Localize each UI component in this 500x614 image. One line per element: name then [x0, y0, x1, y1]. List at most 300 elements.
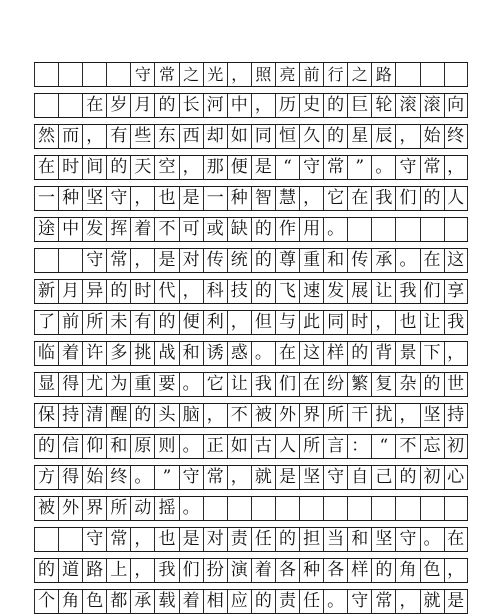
grid-cell: 在	[420, 249, 444, 272]
grid-cell: 和	[347, 528, 371, 551]
grid-cell: 样	[323, 342, 347, 365]
grid-cell: 古	[251, 435, 275, 458]
grid-cell: 的	[323, 94, 347, 117]
grid-cell: 此	[299, 311, 323, 334]
grid-cell: 尊	[275, 249, 299, 272]
grid-cell: 它	[203, 373, 227, 396]
grid-cell: 同	[251, 125, 275, 148]
grid-cell: 路	[371, 63, 395, 86]
grid-cell: 让	[371, 280, 395, 303]
grid-cell: 之	[179, 63, 203, 86]
grid-cell: 脑	[179, 404, 203, 427]
essay-line-row	[34, 279, 468, 304]
grid-cell: 在	[82, 94, 106, 117]
grid-cell: 天	[130, 156, 154, 179]
grid-cell: 们	[395, 187, 419, 210]
grid-cell: 则	[154, 435, 178, 458]
grid-cell: 的	[154, 94, 178, 117]
grid-cell: 下	[420, 342, 444, 365]
grid-cell: 背	[371, 342, 395, 365]
grid-cell: 史	[299, 94, 323, 117]
essay-title-row	[34, 62, 468, 87]
grid-cell: 传	[347, 249, 371, 272]
grid-cell: 方	[34, 466, 58, 489]
grid-cell: 任	[299, 590, 323, 613]
grid-cell: 时	[130, 280, 154, 303]
grid-cell: 外	[275, 404, 299, 427]
grid-cell: 展	[347, 280, 371, 303]
grid-cell: 是	[154, 249, 178, 272]
grid-cell	[395, 63, 419, 86]
grid-cell: 便	[227, 156, 251, 179]
grid-cell: 动	[130, 497, 154, 520]
grid-cell: 是	[179, 187, 203, 210]
grid-cell: 是	[275, 466, 299, 489]
grid-cell: 挥	[106, 218, 130, 241]
grid-cell: 的	[251, 218, 275, 241]
grid-cell: 坚	[82, 187, 106, 210]
grid-cell	[58, 249, 82, 272]
grid-cell: 多	[106, 342, 130, 365]
grid-cell: 常	[323, 156, 347, 179]
grid-cell: 景	[395, 342, 419, 365]
grid-cell: 。	[371, 156, 395, 179]
grid-cell: 我	[444, 311, 468, 334]
grid-cell: 守	[82, 249, 106, 272]
grid-cell: 也	[154, 187, 178, 210]
grid-cell: ，	[82, 125, 106, 148]
grid-cell: 照	[251, 63, 275, 86]
grid-cell: 是	[179, 528, 203, 551]
grid-cell: 保	[34, 404, 58, 427]
grid-cell: 有	[106, 125, 130, 148]
grid-cell: 守	[130, 63, 154, 86]
grid-cell: 长	[179, 94, 203, 117]
grid-cell: 承	[371, 249, 395, 272]
grid-cell: 与	[275, 311, 299, 334]
grid-cell: ，	[444, 156, 468, 179]
grid-cell: 享	[444, 280, 468, 303]
grid-cell: 的	[323, 125, 347, 148]
grid-cell: 责	[227, 528, 251, 551]
grid-cell: 守	[179, 466, 203, 489]
grid-cell	[420, 497, 444, 520]
essay-line-row	[34, 155, 468, 180]
grid-cell: 当	[323, 528, 347, 551]
grid-cell	[395, 218, 419, 241]
grid-cell: 被	[34, 497, 58, 520]
grid-cell: 。	[323, 218, 347, 241]
essay-grid	[34, 62, 468, 614]
grid-cell: 。	[420, 528, 444, 551]
grid-cell: 。	[179, 497, 203, 520]
grid-cell: 承	[130, 590, 154, 613]
grid-cell: 月	[130, 94, 154, 117]
grid-cell: 重	[130, 373, 154, 396]
grid-cell: 色	[82, 590, 106, 613]
grid-cell: 了	[34, 311, 58, 334]
grid-cell: 在	[299, 373, 323, 396]
grid-cell: 持	[444, 404, 468, 427]
grid-cell: 也	[395, 311, 419, 334]
grid-cell: 统	[227, 249, 251, 272]
grid-cell: ，	[299, 187, 323, 210]
grid-cell: 和	[106, 435, 130, 458]
grid-cell: 辰	[371, 125, 395, 148]
grid-cell: 我	[251, 373, 275, 396]
grid-cell	[34, 94, 58, 117]
grid-cell: 和	[179, 342, 203, 365]
grid-cell: 人	[275, 435, 299, 458]
grid-cell: 巨	[347, 94, 371, 117]
grid-cell: 西	[179, 125, 203, 148]
grid-cell: 路	[82, 559, 106, 582]
grid-cell: 对	[203, 528, 227, 551]
grid-cell: ，	[130, 249, 154, 272]
grid-cell: ，	[395, 590, 419, 613]
essay-line-row	[34, 310, 468, 335]
grid-cell: 异	[82, 280, 106, 303]
grid-cell: ，	[395, 404, 419, 427]
grid-cell: 的	[371, 559, 395, 582]
grid-cell	[323, 497, 347, 520]
grid-cell: 得	[58, 466, 82, 489]
grid-cell: 初	[444, 435, 468, 458]
grid-cell: 的	[251, 280, 275, 303]
grid-cell: 显	[34, 373, 58, 396]
grid-cell: 新	[34, 280, 58, 303]
grid-cell: 中	[58, 218, 82, 241]
grid-cell: 纷	[323, 373, 347, 396]
essay-line-row	[34, 217, 468, 242]
grid-cell: 不	[154, 218, 178, 241]
essay-line-row	[34, 248, 468, 273]
grid-cell: 临	[34, 342, 58, 365]
grid-cell: 种	[227, 187, 251, 210]
grid-cell: 不	[395, 435, 419, 458]
grid-cell	[371, 497, 395, 520]
grid-cell: 尤	[82, 373, 106, 396]
grid-cell: 传	[203, 249, 227, 272]
grid-cell: 久	[299, 125, 323, 148]
grid-cell	[34, 63, 58, 86]
grid-cell: ”	[347, 156, 371, 179]
essay-line-row	[34, 558, 468, 583]
grid-cell: 要	[154, 373, 178, 396]
grid-cell: 。	[323, 590, 347, 613]
grid-cell: 中	[227, 94, 251, 117]
essay-line-row	[34, 589, 468, 614]
grid-cell: 时	[58, 156, 82, 179]
grid-cell: 它	[323, 187, 347, 210]
grid-cell: 是	[251, 156, 275, 179]
grid-cell: 发	[323, 280, 347, 303]
grid-cell: 未	[106, 311, 130, 334]
grid-cell: 的	[251, 249, 275, 272]
grid-cell: 些	[130, 125, 154, 148]
grid-cell: 守	[395, 528, 419, 551]
grid-cell: 自	[347, 466, 371, 489]
grid-cell: 途	[34, 218, 58, 241]
grid-cell: 们	[420, 280, 444, 303]
grid-cell: 所	[106, 497, 130, 520]
grid-cell: 前	[58, 311, 82, 334]
grid-cell: ，	[203, 404, 227, 427]
grid-cell: 种	[299, 559, 323, 582]
grid-cell: 历	[275, 94, 299, 117]
grid-cell: ，	[179, 280, 203, 303]
grid-cell	[58, 63, 82, 86]
grid-cell: 。	[130, 466, 154, 489]
grid-cell: 杂	[395, 373, 419, 396]
grid-cell: 着	[130, 218, 154, 241]
grid-cell: 之	[347, 63, 371, 86]
grid-cell: 让	[227, 373, 251, 396]
grid-cell: 的	[347, 342, 371, 365]
grid-cell: 前	[299, 63, 323, 86]
grid-cell: 却	[203, 125, 227, 148]
grid-cell: 相	[203, 590, 227, 613]
grid-cell: 角	[395, 559, 419, 582]
grid-cell: 同	[323, 311, 347, 334]
grid-cell: 信	[58, 435, 82, 458]
essay-line-row	[34, 496, 468, 521]
grid-cell: 间	[82, 156, 106, 179]
grid-cell: 的	[420, 187, 444, 210]
grid-cell: 醒	[106, 404, 130, 427]
grid-cell: ，	[130, 187, 154, 210]
essay-line-row	[34, 341, 468, 366]
grid-cell	[275, 497, 299, 520]
grid-cell: “	[275, 156, 299, 179]
grid-cell: 如	[227, 435, 251, 458]
grid-cell: 惑	[227, 342, 251, 365]
grid-cell: 摇	[154, 497, 178, 520]
grid-cell	[444, 63, 468, 86]
grid-cell: 界	[299, 404, 323, 427]
grid-cell: ，	[179, 156, 203, 179]
essay-line-row	[34, 403, 468, 428]
grid-cell: “	[371, 435, 395, 458]
grid-cell	[34, 528, 58, 551]
grid-cell: 这	[444, 249, 468, 272]
grid-cell: 应	[227, 590, 251, 613]
grid-cell: 慧	[275, 187, 299, 210]
grid-cell: ：	[347, 435, 371, 458]
grid-cell: 责	[275, 590, 299, 613]
grid-cell: 那	[203, 156, 227, 179]
grid-cell: ，	[371, 311, 395, 334]
grid-cell: 而	[58, 125, 82, 148]
grid-cell: 我	[154, 559, 178, 582]
grid-cell: 正	[203, 435, 227, 458]
grid-cell: ”	[154, 466, 178, 489]
grid-cell: 用	[299, 218, 323, 241]
grid-cell: 这	[299, 342, 323, 365]
grid-cell	[203, 497, 227, 520]
grid-cell: 代	[154, 280, 178, 303]
grid-cell: 诱	[203, 342, 227, 365]
grid-cell: ，	[251, 94, 275, 117]
grid-cell: 常	[371, 590, 395, 613]
grid-cell: 所	[82, 311, 106, 334]
grid-cell	[58, 94, 82, 117]
grid-cell: 缺	[227, 218, 251, 241]
grid-cell: 东	[154, 125, 178, 148]
grid-cell: 世	[444, 373, 468, 396]
grid-cell: 道	[58, 559, 82, 582]
grid-cell: ，	[130, 559, 154, 582]
grid-cell: 着	[251, 559, 275, 582]
grid-cell: 守	[395, 156, 419, 179]
grid-cell: 恒	[275, 125, 299, 148]
grid-cell	[299, 497, 323, 520]
grid-cell: 河	[203, 94, 227, 117]
grid-cell: 作	[275, 218, 299, 241]
grid-cell: 飞	[275, 280, 299, 303]
grid-cell	[420, 63, 444, 86]
grid-cell: 心	[444, 466, 468, 489]
grid-cell	[34, 249, 58, 272]
grid-cell: 常	[106, 528, 130, 551]
grid-cell: 常	[203, 466, 227, 489]
grid-cell	[58, 528, 82, 551]
grid-cell	[347, 218, 371, 241]
grid-cell: 对	[179, 249, 203, 272]
grid-cell: 便	[179, 311, 203, 334]
grid-cell: 空	[154, 156, 178, 179]
grid-cell: 言	[323, 435, 347, 458]
grid-cell: 重	[299, 249, 323, 272]
grid-cell: 所	[299, 435, 323, 458]
grid-cell: 在	[444, 528, 468, 551]
grid-cell: 有	[130, 311, 154, 334]
grid-cell: 在	[347, 187, 371, 210]
grid-cell: 界	[82, 497, 106, 520]
grid-cell: 忘	[420, 435, 444, 458]
grid-cell: 终	[444, 125, 468, 148]
grid-cell: 让	[420, 311, 444, 334]
grid-cell: 如	[227, 125, 251, 148]
grid-cell: 常	[420, 156, 444, 179]
grid-cell: 的	[251, 590, 275, 613]
grid-cell: 科	[203, 280, 227, 303]
grid-cell: ，	[227, 311, 251, 334]
grid-cell: 速	[299, 280, 323, 303]
grid-cell: 常	[106, 249, 130, 272]
grid-cell: 是	[444, 590, 468, 613]
grid-cell: 和	[323, 249, 347, 272]
grid-cell: 行	[323, 63, 347, 86]
grid-cell: 然	[34, 125, 58, 148]
grid-cell	[444, 497, 468, 520]
grid-cell: 各	[275, 559, 299, 582]
grid-cell: 。	[179, 435, 203, 458]
grid-cell: 复	[371, 373, 395, 396]
grid-cell: 一	[34, 187, 58, 210]
grid-cell: 在	[275, 342, 299, 365]
grid-cell: ，	[444, 559, 468, 582]
grid-cell: 不	[227, 404, 251, 427]
grid-cell: 坚	[371, 528, 395, 551]
grid-cell	[82, 63, 106, 86]
essay-line-row	[34, 527, 468, 552]
grid-cell: 我	[371, 187, 395, 210]
grid-cell: 。	[395, 249, 419, 272]
grid-cell: 月	[58, 280, 82, 303]
grid-cell: 技	[227, 280, 251, 303]
grid-cell: 被	[251, 404, 275, 427]
grid-cell: 就	[251, 466, 275, 489]
grid-cell: 都	[106, 590, 130, 613]
grid-cell: 时	[347, 311, 371, 334]
essay-line-row	[34, 124, 468, 149]
grid-cell: 利	[203, 311, 227, 334]
grid-cell: 任	[251, 528, 275, 551]
grid-cell	[371, 218, 395, 241]
grid-cell: 己	[371, 466, 395, 489]
grid-cell: 也	[154, 528, 178, 551]
essay-line-row	[34, 93, 468, 118]
grid-cell: 滚	[395, 94, 419, 117]
grid-cell: 在	[34, 156, 58, 179]
grid-cell: 载	[154, 590, 178, 613]
grid-cell: 。	[179, 373, 203, 396]
grid-cell: 守	[299, 156, 323, 179]
grid-cell: 干	[347, 404, 371, 427]
grid-cell: 轮	[371, 94, 395, 117]
grid-cell	[347, 497, 371, 520]
grid-cell: ，	[395, 125, 419, 148]
grid-cell: 着	[58, 342, 82, 365]
grid-cell: 色	[420, 559, 444, 582]
grid-cell: 们	[275, 373, 299, 396]
grid-cell: ，	[130, 528, 154, 551]
grid-cell: 智	[251, 187, 275, 210]
grid-cell: 但	[251, 311, 275, 334]
grid-cell: 就	[420, 590, 444, 613]
grid-cell: 样	[347, 559, 371, 582]
grid-cell: 的	[130, 404, 154, 427]
grid-cell: 得	[58, 373, 82, 396]
grid-cell: 的	[420, 373, 444, 396]
grid-cell: 的	[275, 528, 299, 551]
grid-cell: 始	[82, 466, 106, 489]
grid-cell: 常	[154, 63, 178, 86]
grid-cell: 个	[34, 590, 58, 613]
grid-cell: 可	[179, 218, 203, 241]
grid-cell: 向	[444, 94, 468, 117]
grid-cell: 守	[347, 590, 371, 613]
essay-line-row	[34, 434, 468, 459]
grid-cell	[395, 497, 419, 520]
grid-cell: 许	[82, 342, 106, 365]
grid-cell	[251, 497, 275, 520]
grid-cell: 的	[34, 559, 58, 582]
grid-cell: 扮	[203, 559, 227, 582]
grid-cell: 战	[154, 342, 178, 365]
grid-cell	[106, 63, 130, 86]
grid-cell: 光	[203, 63, 227, 86]
grid-cell: 坚	[420, 404, 444, 427]
grid-cell: 们	[179, 559, 203, 582]
grid-cell: 守	[106, 187, 130, 210]
grid-cell: 扰	[371, 404, 395, 427]
grid-cell	[227, 497, 251, 520]
grid-cell: 外	[58, 497, 82, 520]
grid-cell: 的	[34, 435, 58, 458]
grid-cell: 的	[106, 156, 130, 179]
